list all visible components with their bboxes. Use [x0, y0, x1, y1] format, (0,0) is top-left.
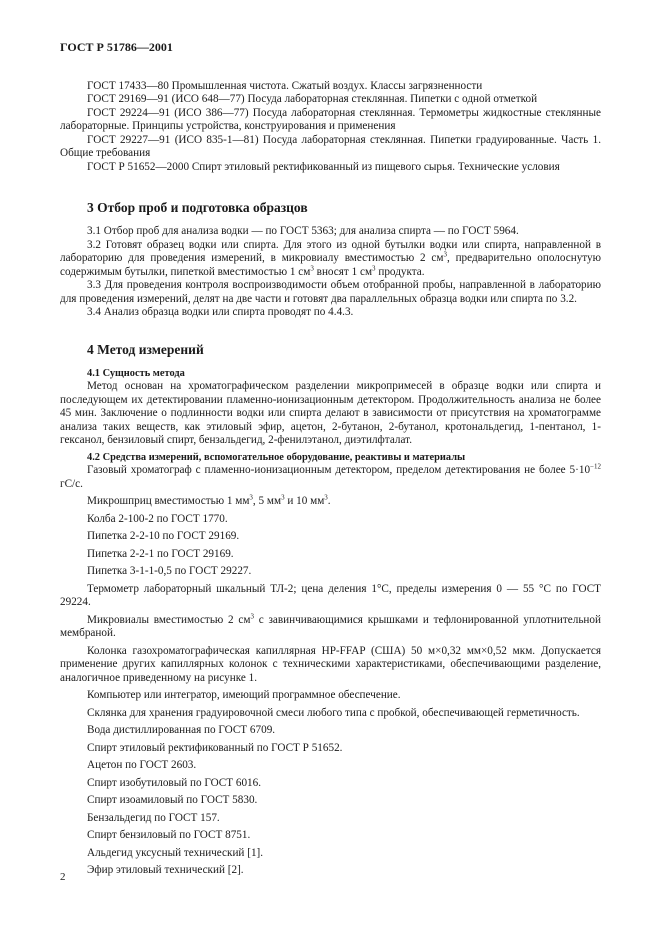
item-chromatograph: Газовый хроматограф с пламенно-ионизационным детектором, пределом детектирования не более $5\cdot 10^{-12}$ гС/с.: [60, 462, 601, 490]
paragraph-3-1: 3.1 Отбор проб для анализа водки — по ГОСТ 5363; для анализа спирта — по ГОСТ 5964.: [87, 225, 519, 237]
item-column: Колонка газохроматографическая капиллярная HP-FFAP (США) 50 м×0,32 мм×0,52 мкм. Допускается применение других капиллярных колонок с техническими характеристиками, обеспечивающими разделение, аналогичное приведенному на рисунке 1.: [60, 644, 601, 684]
item-pipette-1: Пипетка 2-2-10 по ГОСТ 29169.: [87, 530, 240, 542]
item-acetaldehyde: Альдегид уксусный технический [1].: [87, 846, 264, 859]
item-thermometer: Термометр лабораторный шкальный ТЛ-2; цена деления 1°С, пределы измерения 0 — 55 °С по ГОСТ 29224.: [60, 582, 601, 608]
item-computer: Компьютер или интегратор, имеющий программное обеспечение.: [87, 689, 401, 701]
reference-item: ГОСТ 29224—91 (ИСО 386—77) Посуда лабораторная стеклянная. Термометры жидкостные стеклянные лабораторные. Принципы устройства, конструирования и применения: [60, 106, 601, 132]
item-pipette-2: Пипетка 2-2-1 по ГОСТ 29169.: [87, 547, 234, 560]
paragraph-3-4: 3.4 Анализ образца водки или спирта проводят по 4.4.3.: [87, 306, 354, 318]
paragraph-3-2: 3.2 Готовят образец водки или спирта. Для этого из одной бутылки водки или спирта, направленной в лабораторию для проведения измерений, в микровиалу вместимостью 2 $см^3$, предварительно ополоснутую содержимым бутылки, пипеткой вместимостью 1 $см^3$ вносят 1 $см^3$ продукта.: [60, 238, 601, 278]
item-ethanol: Спирт этиловый ректификованный по ГОСТ Р 51652.: [87, 741, 343, 754]
document-header: ГОСТ Р 51786—2001: [60, 40, 173, 54]
item-storage-flask: Склянка для хранения градуировочной смеси любого типа с пробкой, обеспечивающей герметичность.: [87, 706, 580, 719]
item-microvials: Микровиалы вместимостью 2 $см^3$ с завинчивающимися крышками и тефлонированной уплотнительной мембраной.: [60, 611, 601, 639]
section-3-title: 3 Отбор проб и подготовка образцов: [87, 200, 308, 215]
references-list: [60, 80, 601, 175]
item-acetone: Ацетон по ГОСТ 2603.: [87, 759, 197, 771]
paragraph-3-3: 3.3 Для проведения контроля воспроизводимости объем отобранной пробы, направленной в лабораторию для проведения измерений, делят на две части и готовят два параллельных образца водки или спирта по 3.2.: [60, 279, 601, 305]
reference-item: ГОСТ 29169—91 (ИСО 648—77) Посуда лабораторная стеклянная. Пипетки с одной отметкой: [87, 93, 538, 105]
reference-item: ГОСТ Р 51652—2000 Спирт этиловый ректификованный из пищевого сырья. Технические условия: [87, 160, 560, 173]
item-water: Вода дистиллированная по ГОСТ 6709.: [87, 724, 276, 736]
reference-item: ГОСТ 17433—80 Промышленная чистота. Сжатый воздух. Классы загрязненности: [87, 79, 483, 92]
section-4-title: 4 Метод измерений: [87, 341, 204, 357]
item-pipette-3: Пипетка 3-1-1-0,5 по ГОСТ 29227.: [87, 565, 252, 577]
item-ether: Эфир этиловый технический [2].: [87, 864, 244, 876]
subsection-4-2-title: 4.2 Средства измерений, вспомогательное оборудование, реактивы и материалы: [87, 451, 466, 463]
paragraph-4-1: Метод основан на хроматографическом разделении микропримесей в образце водки или спирта и последующем их детектировании пламенно-ионизационным детектором. Продолжительность анализа не более 45 мин. Заключение о подлинности водки или спирта делают в зависимости от присутствия на хроматограмме анализа таких веществ, как этиловый эфир, ацетон, 2-бутанон, 2-бутанол, кротональдегид, 1-пентанол, 1-гексанол, бензиловый спирт, бензальдегид, 2-фенилэтанол, диэтилфталат.: [60, 380, 601, 446]
reference-item: ГОСТ 29227—91 (ИСО 835-1—81) Посуда лабораторная стеклянная. Пипетки градуированные. Часть 1. Общие требования: [60, 133, 601, 159]
item-benzyl-alcohol: Спирт бензиловый по ГОСТ 8751.: [87, 829, 251, 841]
item-isoamyl: Спирт изоамиловый по ГОСТ 5830.: [87, 794, 258, 806]
subsection-4-1-title: 4.1 Сущность метода: [87, 367, 185, 379]
item-isobutanol: Спирт изобутиловый по ГОСТ 6016.: [87, 776, 262, 789]
item-microsyringe: Микрошприц вместимостью 1 $мм^3$, 5 $мм^3$ и 10 $мм^3$.: [87, 493, 331, 507]
item-flask: Колба 2-100-2 по ГОСТ 1770.: [87, 512, 228, 525]
item-benzaldehyde: Бензальдегид по ГОСТ 157.: [87, 811, 220, 824]
page-number: 2: [60, 871, 66, 883]
